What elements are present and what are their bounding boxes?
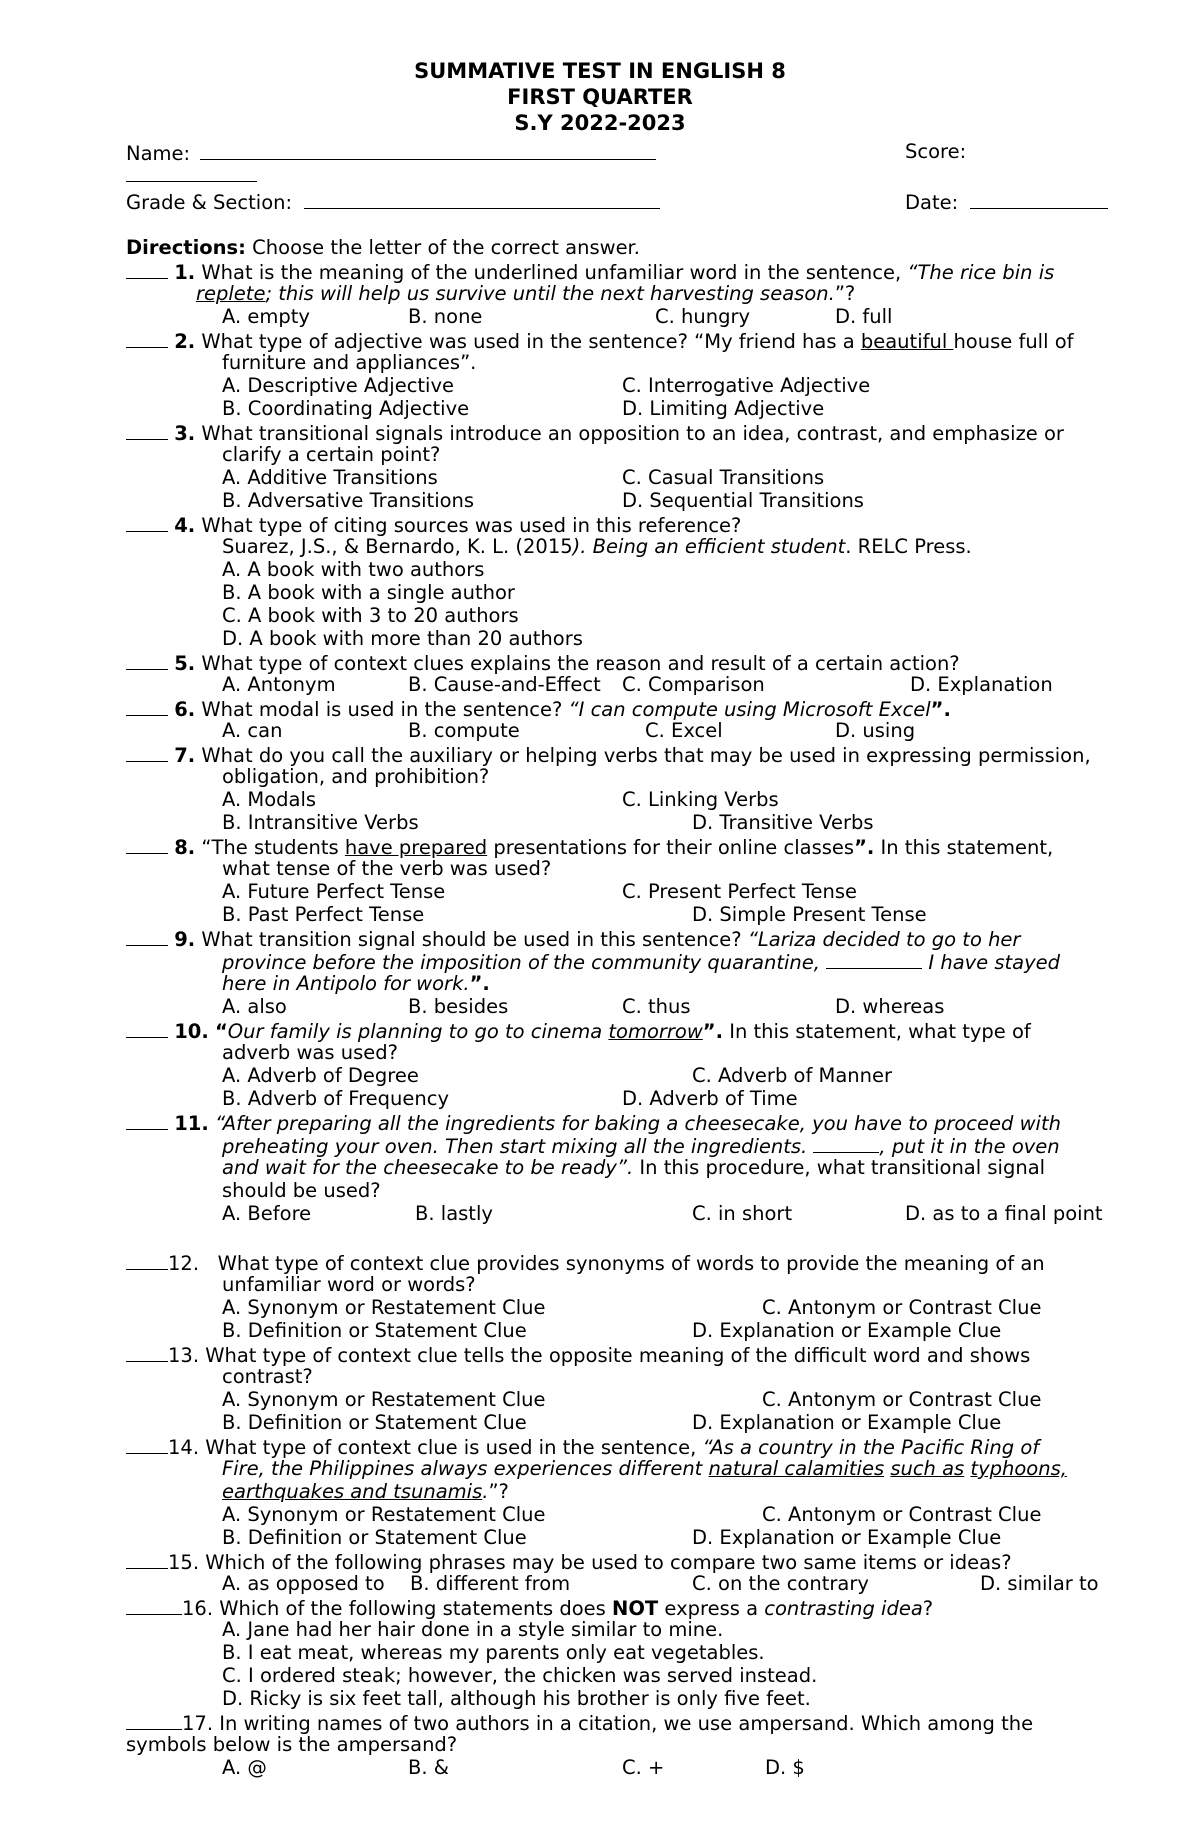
choice-c: C. thus [622, 995, 691, 1018]
question-quote-end [222, 1156, 1045, 1179]
choice-a: A. Future Perfect Tense [222, 880, 446, 903]
question-quote [222, 949, 1060, 974]
choice-a: A. Synonym or Restatement Clue [222, 1296, 546, 1319]
question-text: “The students [201, 836, 345, 859]
question-number: 14. [168, 1436, 200, 1459]
grade-label: Grade & Section: [126, 191, 293, 214]
question-quote: “Lariza decided to go to her [747, 928, 1021, 951]
question-number: 7. [174, 744, 196, 767]
underlined-word: such as [890, 1457, 965, 1480]
quote-text: province before the imposition of the community quarantine, [222, 951, 827, 974]
directions-text: Choose the letter of the correct answer. [245, 236, 640, 259]
question-7 [126, 742, 1091, 767]
punctuation: “ [214, 1020, 228, 1043]
question-number: 13. [168, 1344, 200, 1367]
question-number: 10. [174, 1020, 209, 1043]
question-text: In writing names of two authors in a citation, we use ampersand. Which among the [219, 1712, 1034, 1735]
choice-c: C. Antonym or Contrast Clue [762, 1296, 1042, 1319]
question-2 [126, 328, 1074, 353]
question-text: What type of context clue tells the opposite meaning of the difficult word and shows [205, 1344, 1031, 1367]
question-10 [126, 1018, 1031, 1043]
punctuation: ”. [854, 836, 875, 859]
question-number: 1. [174, 261, 196, 284]
underlined-word: beautiful [860, 330, 954, 353]
date-row [905, 189, 1108, 214]
question-1-line2 [196, 282, 855, 305]
question-text: contrast? [222, 1365, 313, 1388]
quote-text: Fire, the Philippines always experiences different [222, 1457, 709, 1480]
question-number: 5. [174, 652, 196, 675]
underlined-word: replete [196, 282, 266, 305]
question-text: What transition signal should be used in this sentence? [201, 928, 748, 951]
choice-d: D. Ricky is six feet tall, although his brother is only five feet. [222, 1687, 811, 1710]
underlined-word: have prepared [344, 836, 488, 859]
answer-blank[interactable] [126, 1549, 168, 1569]
question-quote [222, 1133, 1060, 1158]
question-text: Which of the following phrases may be used to compare two same items or ideas? [205, 1551, 1012, 1574]
answer-blank[interactable] [126, 1595, 182, 1615]
answer-blank[interactable] [126, 1710, 182, 1730]
choice-d: D. Explanation [910, 673, 1053, 696]
choice-a: A. Jane had her hair done in a style similar to mine. [222, 1618, 724, 1641]
question-quote: “The rice bin is [907, 261, 1055, 284]
choice-a: A. Antonym [222, 673, 336, 696]
choice-d: D. whereas [835, 995, 945, 1018]
question-13 [126, 1342, 1030, 1367]
question-quote-end [222, 1480, 509, 1503]
question-text: What type of citing sources was used in this reference? [201, 514, 742, 537]
choice-c: C. A book with 3 to 20 authors [222, 604, 519, 627]
choice-a: A. Additive Transitions [222, 466, 438, 489]
answer-blank[interactable] [126, 1110, 168, 1130]
question-text: furniture and appliances”. [222, 351, 477, 374]
question-text: In this procedure, what transitional signal [633, 1156, 1046, 1179]
answer-blank[interactable] [126, 1342, 168, 1362]
question-number: 9. [174, 928, 196, 951]
choice-d: D. Simple Present Tense [692, 903, 927, 926]
choice-b: B. Definition or Statement Clue [222, 1411, 527, 1434]
question-text: should be used? [222, 1179, 381, 1202]
question-text: What type of context clue is used in the sentence, [205, 1436, 703, 1459]
question-number: 11. [174, 1112, 209, 1135]
choice-c: C. Excel [645, 719, 723, 742]
question-17 [126, 1710, 1033, 1735]
choice-b: B. Definition or Statement Clue [222, 1526, 527, 1549]
choice-b: B. Intransitive Verbs [222, 811, 419, 834]
question-12 [126, 1250, 1045, 1275]
choice-a: A. @ [222, 1756, 267, 1779]
quote-text: , put it in the oven [879, 1135, 1060, 1158]
answer-blank[interactable] [126, 259, 168, 279]
date-label: Date: [905, 191, 959, 214]
question-text: In this statement, [874, 836, 1054, 859]
choice-d: D. using [835, 719, 916, 742]
choice-b: B. I eat meat, whereas my parents only eat vegetables. [222, 1641, 765, 1664]
question-text: express a [658, 1597, 765, 1620]
choice-b: B. & [408, 1756, 449, 1779]
reference-authors: Suarez, J.S., & Bernardo, K. L. (2015 [222, 535, 573, 558]
question-text: what tense of the verb was used? [222, 857, 552, 880]
choice-c: C. Present Perfect Tense [622, 880, 857, 903]
grade-field[interactable] [304, 189, 660, 209]
punctuation: ”? [834, 282, 856, 305]
underlined-word: earthquakes and tsunamis [222, 1480, 483, 1503]
question-quote: Our family is planning to go to cinema [227, 1020, 609, 1043]
fill-blank[interactable] [813, 1133, 879, 1153]
choice-b: B. Cause-and-Effect [408, 673, 601, 696]
school-year-title: S.Y 2022-2023 [514, 111, 686, 135]
choice-d: D. Transitive Verbs [692, 811, 874, 834]
choice-d: D. $ [765, 1756, 805, 1779]
question-text: What modal is used in the sentence? [201, 698, 569, 721]
choice-c: C. in short [692, 1202, 793, 1225]
question-text: house full of [953, 330, 1074, 353]
choice-a: A. Descriptive Adjective [222, 374, 455, 397]
question-quote: “After preparing all the ingredients for baking a cheesecake, you have to proceed with [214, 1112, 1061, 1135]
answer-blank[interactable] [126, 696, 168, 716]
choice-a: A. empty [222, 305, 310, 328]
date-field[interactable] [970, 189, 1108, 209]
quote-text: here in Antipolo for work. [222, 972, 470, 995]
choice-c: C. hungry [655, 305, 751, 328]
choice-b: B. Adverb of Frequency [222, 1087, 450, 1110]
choice-a: A. also [222, 995, 287, 1018]
choice-c: C. + [622, 1756, 665, 1779]
choice-c: C. Linking Verbs [622, 788, 779, 811]
choice-b: B. compute [408, 719, 520, 742]
question-text: presentations for their online classes [487, 836, 855, 859]
question-quote-end [222, 972, 490, 995]
answer-blank[interactable] [126, 328, 168, 348]
question-text: clarify a certain point? [222, 443, 441, 466]
choice-a: A. Adverb of Degree [222, 1064, 419, 1087]
answer-blank[interactable] [126, 650, 168, 670]
quote-text: preheating your oven. Then start mixing all the ingredients. [222, 1135, 814, 1158]
question-number: 17. [182, 1712, 214, 1735]
question-number: 12. [168, 1252, 200, 1275]
grade-row [126, 189, 660, 214]
choice-d: D. full [835, 305, 893, 328]
answer-blank[interactable] [126, 1018, 168, 1038]
question-text: adverb was used? [222, 1041, 398, 1064]
question-quote [222, 1457, 1067, 1480]
choice-d: D. Adverb of Time [622, 1087, 798, 1110]
choice-d: D. Explanation or Example Clue [692, 1319, 1002, 1342]
question-text: What type of adjective was used in the sentence? “My friend has a [201, 330, 861, 353]
punctuation: ”? [488, 1480, 509, 1503]
question-text: symbols below is the ampersand? [126, 1733, 458, 1756]
choice-b: B. different from [410, 1572, 571, 1595]
answer-blank[interactable] [126, 834, 168, 854]
choice-a: A. can [222, 719, 283, 742]
question-8 [126, 834, 1053, 859]
question-3 [126, 420, 1064, 445]
name-field[interactable] [200, 140, 656, 160]
score-field-wrap [126, 162, 257, 187]
choice-a: A. Synonym or Restatement Clue [222, 1388, 546, 1411]
question-text: Which of the following statements does [219, 1597, 613, 1620]
punctuation: ? [922, 1597, 934, 1620]
question-text: What type of context clue provides synonyms of words to provide the meaning of an [217, 1252, 1045, 1275]
answer-blank[interactable] [126, 512, 168, 532]
choice-d: D. similar to [980, 1572, 1099, 1595]
answer-blank[interactable] [126, 742, 168, 762]
question-number: 15. [168, 1551, 200, 1574]
choice-d: D. Explanation or Example Clue [692, 1526, 1002, 1549]
reference-publisher: . RELC Press. [845, 535, 972, 558]
choice-c: C. Comparison [622, 673, 765, 696]
directions [126, 236, 640, 259]
choice-d: D. Explanation or Example Clue [692, 1411, 1002, 1434]
question-6 [126, 696, 951, 721]
question-11 [126, 1110, 1061, 1135]
quote-text: and wait for the cheesecake to be ready”. [222, 1156, 634, 1179]
choice-a: A. as opposed to [222, 1572, 385, 1595]
question-number: 4. [174, 514, 196, 537]
choice-d: D. Sequential Transitions [622, 489, 864, 512]
choice-c: C. I ordered steak; however, the chicken was served instead. [222, 1664, 818, 1687]
question-1 [126, 259, 1054, 284]
underlined-word: tomorrow [608, 1020, 703, 1043]
test-title: SUMMATIVE TEST IN ENGLISH 8 [414, 59, 786, 83]
reference-title: ). Being an efficient student [572, 535, 846, 558]
question-quote: “As a country in the Pacific Ring of [702, 1436, 1040, 1459]
choice-b: B. lastly [415, 1202, 493, 1225]
choice-c: C. Antonym or Contrast Clue [762, 1503, 1042, 1526]
question-quote: “I can compute using Microsoft Excel [568, 698, 931, 721]
name-label: Name: [126, 142, 191, 165]
choice-c: C. Adverb of Manner [692, 1064, 893, 1087]
question-16 [126, 1595, 933, 1620]
choice-a: A. Before [222, 1202, 312, 1225]
question-number: 3. [174, 422, 196, 445]
underlined-word: natural calamities [708, 1457, 885, 1480]
question-text: What is the meaning of the underlined unfamiliar word in the sentence, [201, 261, 908, 284]
fill-blank[interactable] [826, 949, 922, 969]
punctuation: ”. [469, 972, 490, 995]
question-quote: ; this will help us survive until the next harvesting season. [265, 282, 835, 305]
directions-label: Directions: [126, 236, 246, 259]
choice-c: C. on the contrary [692, 1572, 869, 1595]
question-number: 6. [174, 698, 196, 721]
answer-blank[interactable] [126, 926, 168, 946]
question-15 [126, 1549, 1012, 1574]
choice-b: B. Definition or Statement Clue [222, 1319, 527, 1342]
choice-b: B. none [408, 305, 483, 328]
punctuation: ”. [702, 1020, 724, 1043]
question-text: obligation, and prohibition? [222, 765, 490, 788]
choice-d: D. Limiting Adjective [622, 397, 825, 420]
score-field[interactable] [126, 162, 257, 182]
choice-a: A. Synonym or Restatement Clue [222, 1503, 546, 1526]
choice-d: D. as to a final point [905, 1202, 1103, 1225]
choice-c: C. Antonym or Contrast Clue [762, 1388, 1042, 1411]
quote-text: I have stayed [922, 951, 1061, 974]
emphasis: NOT [612, 1597, 659, 1620]
answer-blank[interactable] [126, 1434, 168, 1454]
question-5 [126, 650, 960, 675]
choice-b: B. Past Perfect Tense [222, 903, 425, 926]
choice-c: C. Interrogative Adjective [622, 374, 871, 397]
question-number: 16. [182, 1597, 214, 1620]
question-4 [126, 512, 741, 537]
choice-b: B. A book with a single author [222, 581, 515, 604]
question-text: What type of context clues explains the reason and result of a certain action? [201, 652, 960, 675]
answer-blank[interactable] [126, 1250, 168, 1270]
underlined-word: typhoons, [970, 1457, 1067, 1480]
quote-text: . [482, 1480, 489, 1503]
emphasis: contrasting idea [764, 1597, 923, 1620]
question-14 [126, 1434, 1039, 1459]
question-text: unfamiliar word or words? [222, 1273, 476, 1296]
question-text: In this statement, what type of [723, 1020, 1031, 1043]
question-text: What do you call the auxiliary or helping verbs that may be used in expressing permission, [201, 744, 1091, 767]
punctuation: ”. [930, 698, 951, 721]
choice-d: D. A book with more than 20 authors [222, 627, 583, 650]
choice-b: B. besides [408, 995, 509, 1018]
quarter-title: FIRST QUARTER [507, 85, 693, 109]
score-label: Score: [905, 140, 967, 163]
choice-b: B. Coordinating Adjective [222, 397, 470, 420]
question-number: 8. [174, 836, 196, 859]
question-text: What transitional signals introduce an opposition to an idea, contrast, and emphasize or [201, 422, 1064, 445]
question-9 [126, 926, 1020, 951]
reference [222, 535, 972, 558]
choice-a: A. Modals [222, 788, 317, 811]
choice-a: A. A book with two authors [222, 558, 485, 581]
choice-c: C. Casual Transitions [622, 466, 825, 489]
question-number: 2. [174, 330, 196, 353]
choice-b: B. Adversative Transitions [222, 489, 475, 512]
answer-blank[interactable] [126, 420, 168, 440]
